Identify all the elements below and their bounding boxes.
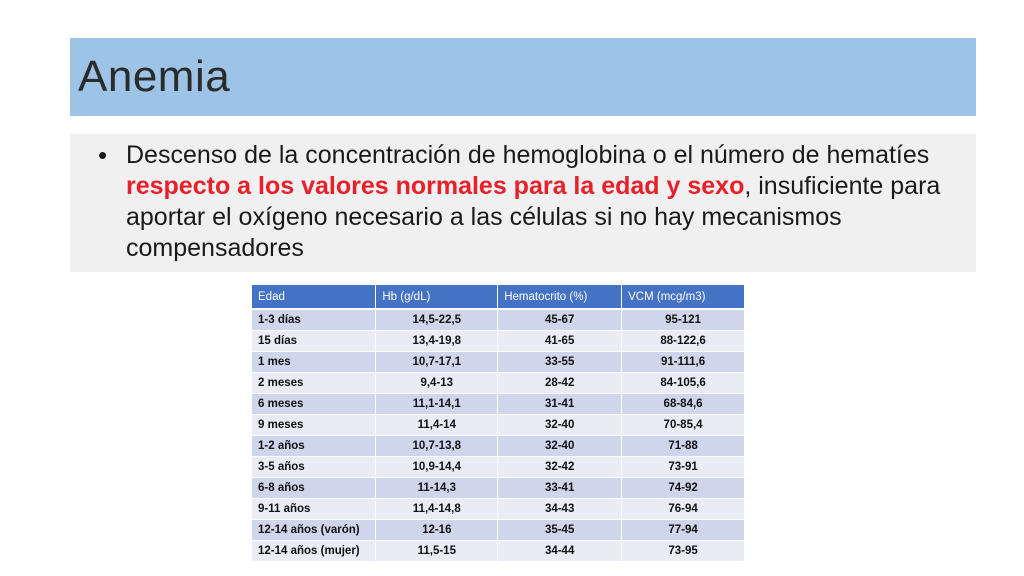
bullet-text-before: Descenso de la concentración de hemoglobina o el número de hematíes [126, 141, 930, 169]
table-row [252, 309, 745, 331]
cell-hb: 11-14,3 [376, 478, 498, 499]
cell-hb: 11,1-14,1 [376, 394, 498, 415]
cell-hematocrito: 33-41 [498, 478, 622, 499]
cell-edad: 3-5 años [252, 457, 376, 478]
bullet-text [126, 140, 956, 264]
cell-edad: 12-14 años (varón) [252, 520, 376, 541]
cell-hematocrito: 41-65 [498, 331, 622, 352]
cell-hb: 11,5-15 [376, 541, 498, 562]
cell-edad: 9-11 años [252, 499, 376, 520]
reference-values-table-wrap [252, 285, 745, 562]
cell-vcm: 73-95 [622, 541, 745, 562]
table-row [252, 520, 745, 541]
cell-hematocrito: 32-42 [498, 457, 622, 478]
bullet-text-highlight: respecto a los valores normales para la edad y sexo [126, 172, 745, 200]
cell-edad: 1-2 años [252, 436, 376, 457]
cell-vcm: 91-111,6 [622, 352, 745, 373]
reference-values-table [252, 285, 745, 562]
title-bar [70, 38, 976, 116]
table-row [252, 478, 745, 499]
table-row [252, 331, 745, 352]
cell-vcm: 68-84,6 [622, 394, 745, 415]
header-vcm: VCM (mcg/m3) [622, 285, 745, 309]
cell-hb: 11,4-14 [376, 415, 498, 436]
cell-hematocrito: 31-41 [498, 394, 622, 415]
cell-vcm: 88-122,6 [622, 331, 745, 352]
cell-hematocrito: 28-42 [498, 373, 622, 394]
cell-edad: 15 días [252, 331, 376, 352]
cell-hb: 14,5-22,5 [376, 309, 498, 331]
table-row [252, 457, 745, 478]
cell-hematocrito: 32-40 [498, 436, 622, 457]
table-row [252, 541, 745, 562]
bullet-text-after: , insuficiente para aportar el oxígeno necesario a las células si no hay mecanismos compensadores [126, 172, 941, 262]
cell-hematocrito: 45-67 [498, 309, 622, 331]
cell-edad: 12-14 años (mujer) [252, 541, 376, 562]
cell-vcm: 84-105,6 [622, 373, 745, 394]
cell-edad: 1 mes [252, 352, 376, 373]
header-edad: Edad [252, 285, 376, 309]
cell-hb: 10,9-14,4 [376, 457, 498, 478]
cell-vcm: 73-91 [622, 457, 745, 478]
cell-hb: 10,7-17,1 [376, 352, 498, 373]
cell-hematocrito: 34-43 [498, 499, 622, 520]
cell-vcm: 74-92 [622, 478, 745, 499]
cell-vcm: 76-94 [622, 499, 745, 520]
cell-vcm: 70-85,4 [622, 415, 745, 436]
cell-edad: 9 meses [252, 415, 376, 436]
cell-hematocrito: 33-55 [498, 352, 622, 373]
cell-vcm: 71-88 [622, 436, 745, 457]
table-row [252, 415, 745, 436]
cell-hb: 13,4-19,8 [376, 331, 498, 352]
body-text-box [70, 134, 976, 272]
cell-edad: 6-8 años [252, 478, 376, 499]
bullet-item [98, 140, 956, 264]
table-row [252, 499, 745, 520]
cell-hb: 10,7-13,8 [376, 436, 498, 457]
table-row [252, 436, 745, 457]
header-hematocrito: Hematocrito (%) [498, 285, 622, 309]
header-hb: Hb (g/dL) [376, 285, 498, 309]
cell-edad: 1-3 días [252, 309, 376, 331]
table-body [252, 309, 745, 562]
cell-hb: 11,4-14,8 [376, 499, 498, 520]
cell-vcm: 77-94 [622, 520, 745, 541]
cell-edad: 6 meses [252, 394, 376, 415]
cell-hematocrito: 35-45 [498, 520, 622, 541]
cell-hb: 9,4-13 [376, 373, 498, 394]
cell-hb: 12-16 [376, 520, 498, 541]
cell-vcm: 95-121 [622, 309, 745, 331]
cell-hematocrito: 32-40 [498, 415, 622, 436]
bullet-dot-icon: • [98, 140, 108, 170]
table-row [252, 394, 745, 415]
table-header-row [252, 285, 745, 309]
cell-edad: 2 meses [252, 373, 376, 394]
cell-hematocrito: 34-44 [498, 541, 622, 562]
table-row [252, 352, 745, 373]
table-row [252, 373, 745, 394]
slide-title: Anemia [78, 52, 231, 101]
